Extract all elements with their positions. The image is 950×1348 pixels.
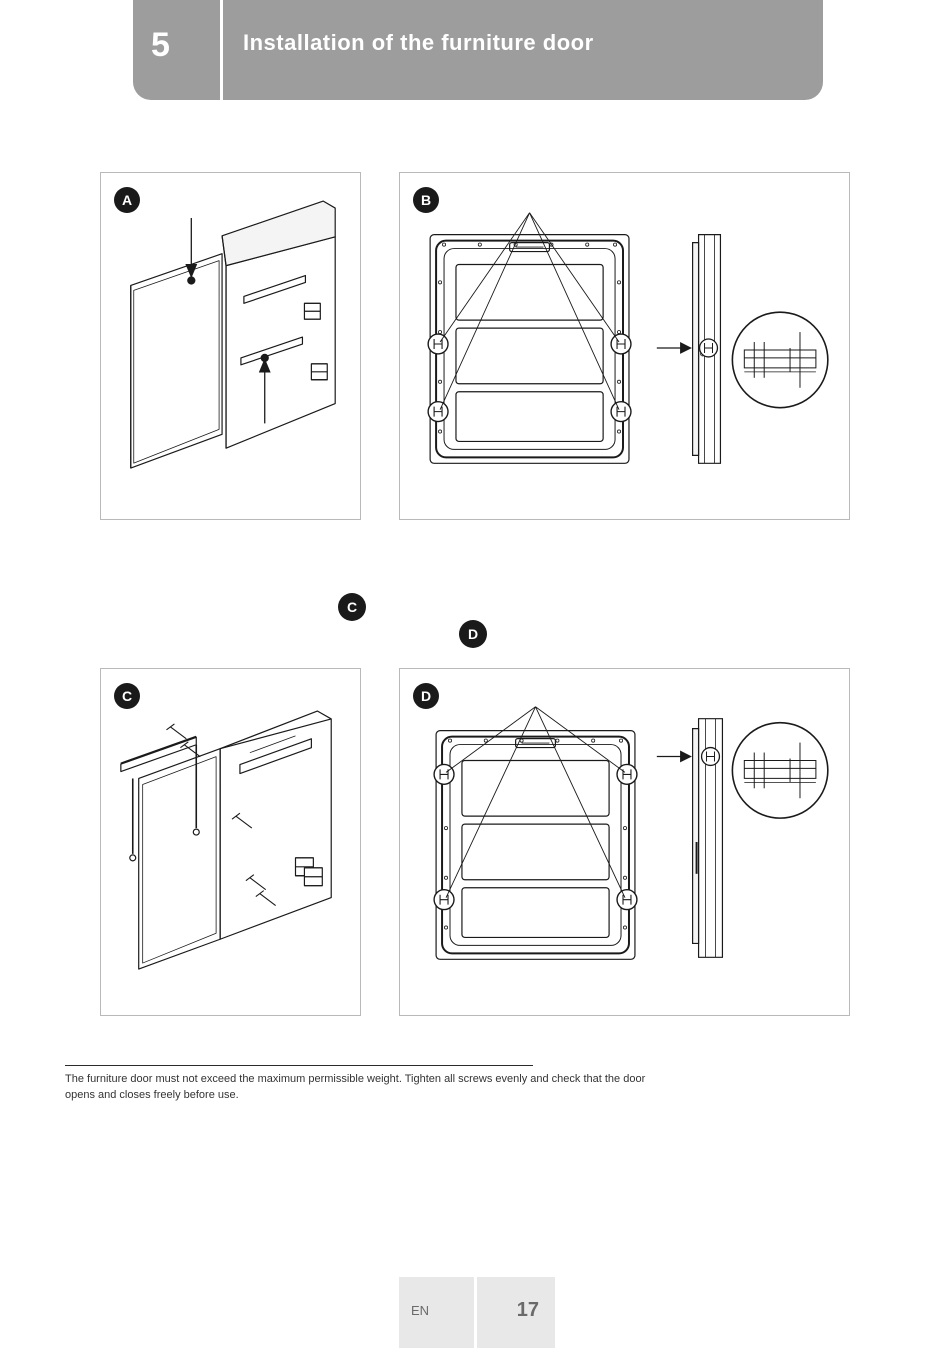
figure-badge-b: B (413, 187, 439, 213)
figure-c-illustration (101, 669, 360, 1015)
page-number: 17 (516, 1299, 539, 1321)
figure-badge-a: A (114, 187, 140, 213)
footer-language-label: EN (411, 1303, 430, 1318)
figure-a-illustration (101, 173, 360, 519)
figure-panel-c (100, 668, 361, 1016)
header-divider (220, 0, 223, 100)
footer-divider (474, 1277, 477, 1348)
footnote-divider (65, 1065, 533, 1066)
footnote-text: The furniture door must not exceed the maximum permissible weight. Tighten all screws evenly and check that the door opens and closes freely before use. (65, 1073, 646, 1101)
figure-d-illustration (400, 669, 849, 1015)
figure-badge-d: D (413, 683, 439, 709)
floating-badge-d: D (459, 620, 487, 648)
floating-badge-c: C (338, 593, 366, 621)
figure-panel-a (100, 172, 361, 520)
step-number: 5 (151, 26, 170, 64)
figure-badge-c: C (114, 683, 140, 709)
page-header-band (133, 0, 823, 100)
figure-panel-b (399, 172, 850, 520)
figure-panel-d (399, 668, 850, 1016)
figure-b-illustration (400, 173, 849, 519)
page-title: Installation of the furniture door (243, 30, 594, 55)
page-footer (399, 1277, 555, 1348)
